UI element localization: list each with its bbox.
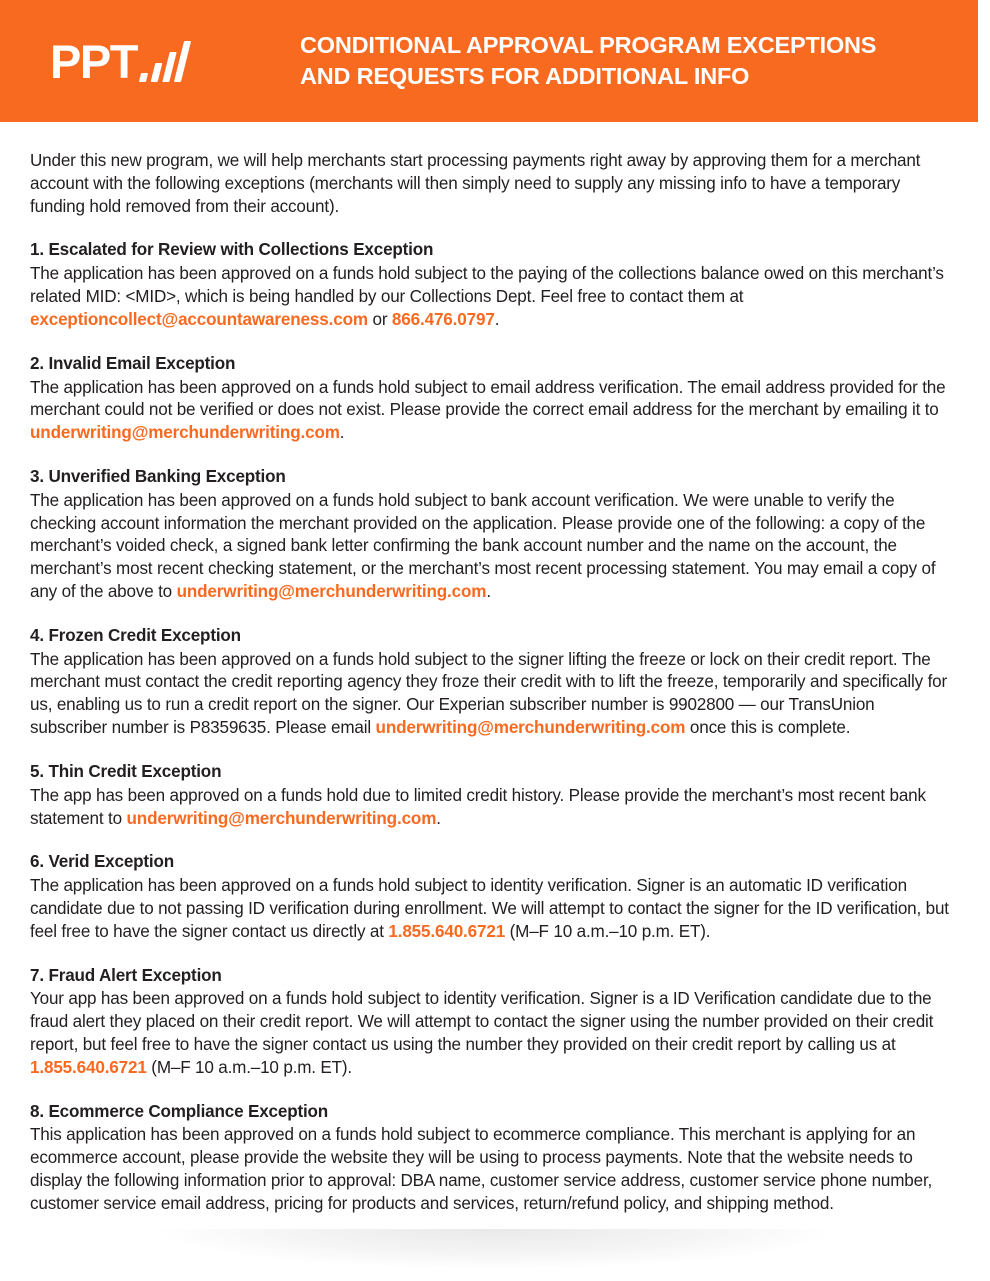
support-phone-link[interactable]: 1.855.640.6721: [30, 1057, 147, 1077]
section-heading: 5. Thin Credit Exception: [30, 761, 222, 781]
section-unverified-banking: [30, 466, 954, 604]
page-bottom-shadow: [130, 1229, 860, 1281]
section-body-text: .: [339, 423, 345, 443]
document-header: [0, 0, 978, 122]
section-body: [30, 785, 954, 831]
section-body: [30, 649, 954, 740]
section-verid: [30, 851, 954, 943]
underwriting-email-link[interactable]: underwriting@merchunderwriting.com: [30, 423, 340, 443]
ppt-logo: [0, 34, 300, 88]
section-body-text: (M–F 10 a.m.–10 p.m. ET).: [505, 921, 711, 941]
section-fraud-alert: [30, 965, 954, 1080]
section-body-text: or: [367, 309, 392, 329]
section-ecommerce-compliance: [30, 1101, 954, 1216]
section-body: [30, 490, 954, 604]
section-heading: 7. Fraud Alert Exception: [30, 965, 222, 985]
page-title: [300, 30, 876, 91]
section-body: [30, 263, 954, 331]
section-body: [30, 988, 954, 1079]
section-heading: 2. Invalid Email Exception: [30, 353, 236, 373]
section-body-text: .: [436, 808, 441, 828]
collections-email-link[interactable]: exceptioncollect@accountawareness.com: [30, 309, 368, 329]
section-body-text: The application has been approved on a funds hold subject to identity verification. Signer is an automatic ID verification candidate due to not passing ID verification during enrollment. We will attempt to contact the signer for the ID verification, but feel free to have the signer contact us directly at: [30, 876, 949, 941]
section-body-text: The application has been approved on a funds hold subject to email address verification. The email address provided for the merchant could not be verified or does not exist. Please provide the correct email address for the merchant by emailing it to: [30, 377, 946, 420]
intro-paragraph: Under this new program, we will help merchants start processing payments right away by approving them for a merchant account with the following exceptions (merchants will then simply need to supply any missing info to have a temporary funding hold removed from their account).: [30, 151, 921, 216]
section-body-text: .: [494, 309, 500, 329]
section-escalated-for-review-with-collections: [30, 239, 954, 331]
section-body-text: The application has been approved on a funds hold subject to the paying of the collections balance owed on this merchant’s related MID: <MID>, which is being handled by our Collections Dept. Feel free to contact them at: [30, 264, 944, 307]
section-invalid-email: [30, 353, 954, 445]
section-body: This application has been approved on a funds hold subject to ecommerce compliance. This merchant is applying for an ecommerce account, please provide the website they will be using to process payments. Note that the website needs to display the following information prior to approval: DBA name, customer service address, customer service phone number, customer service email address, pricing for products and services, return/refund policy, and shipping method.: [30, 1125, 933, 1213]
section-frozen-credit: [30, 625, 954, 740]
support-phone-link[interactable]: 1.855.640.6721: [388, 921, 506, 941]
underwriting-email-link[interactable]: underwriting@merchunderwriting.com: [176, 582, 487, 601]
section-heading: 3. Unverified Banking Exception: [30, 466, 286, 486]
section-heading: 8. Ecommerce Compliance Exception: [30, 1101, 329, 1121]
section-heading: 4. Frozen Credit Exception: [30, 625, 241, 645]
section-body-text: once this is complete.: [685, 718, 851, 738]
section-body: [30, 875, 954, 943]
document-body: [0, 122, 990, 1216]
section-thin-credit: [30, 761, 954, 830]
section-body-text: Your app has been approved on a funds hold subject to identity verification. Signer is a ID Verification candidate due to the fraud alert they placed on their credit report. We will attempt to contact the signer using the number provided on their credit report, but feel free to have the signer contact us using the number they provided on their credit report by calling us at: [30, 989, 934, 1054]
section-body-text: The app has been approved on a funds hold due to limited credit history. Please provide the merchant’s most recent bank statement to: [30, 785, 926, 828]
section-body-text: .: [486, 582, 491, 601]
underwriting-email-link[interactable]: underwriting@merchunderwriting.com: [126, 808, 437, 828]
section-body-text: (M–F 10 a.m.–10 p.m. ET).: [146, 1057, 352, 1077]
section-body: [30, 377, 954, 445]
section-body-text: The application has been approved on a funds hold subject to bank account verification. We were unable to verify the checking account information the merchant provided on the application. Please provide one of the following: a copy of the merchant’s voided check, a signed bank letter confirming the bank account number and the name on the account, the merchant’s most recent checking statement, or the merchant’s most recent processing statement. You may email a copy of any of the above to: [30, 490, 936, 601]
collections-phone-link[interactable]: 866.476.0797: [391, 309, 495, 329]
ascending-bars-icon: [140, 40, 198, 82]
underwriting-email-link[interactable]: underwriting@merchunderwriting.com: [375, 718, 686, 738]
section-body-text: The application has been approved on a funds hold subject to the signer lifting the freeze or lock on their credit report. The merchant must contact the credit reporting agency they froze their credit with to lift the freeze, temporarily and specifically for us, enabling us to run a credit report on the signer. Our Experian subscriber number is 9902800 — our TransUnion subscriber number is P8359635. Please email: [30, 649, 948, 738]
page-title-line-1: CONDITIONAL APPROVAL PROGRAM EXCEPTIONS: [300, 32, 877, 59]
page-title-line-2: AND REQUESTS FOR ADDITIONAL INFO: [300, 63, 750, 89]
logo-wordmark: PPT: [50, 34, 137, 88]
section-heading: 6. Verid Exception: [30, 852, 175, 872]
section-heading: 1. Escalated for Review with Collections Exception: [30, 240, 434, 260]
